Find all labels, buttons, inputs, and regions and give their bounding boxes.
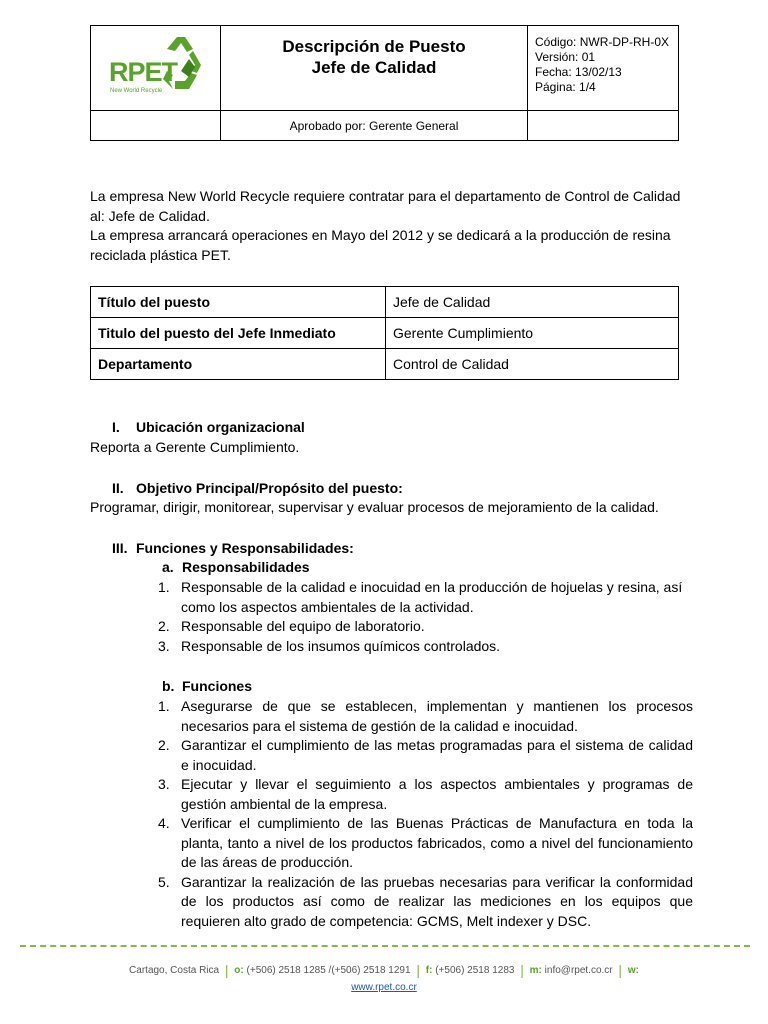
- logo-cell: [91, 26, 221, 110]
- list-item: [158, 697, 693, 736]
- aprobado-text: Aprobado por: Gerente General: [221, 111, 528, 141]
- website-link[interactable]: www.rpet.co.cr: [351, 982, 417, 993]
- list-text: Responsable de los insumos químicos controlados.: [181, 637, 501, 654]
- section-text-2: Programar, dirigir, monitorear, supervisar y evaluar procesos de mejoramiento de la calidad.: [90, 499, 659, 515]
- footer-separator: |: [520, 962, 524, 978]
- list-text: Responsable del equipo de laboratorio.: [181, 618, 425, 634]
- empty-cell-left: [91, 111, 221, 141]
- table-key: Titulo del puesto del Jefe Inmediato: [91, 318, 386, 349]
- logo-tagline: New World Recycle: [110, 88, 163, 94]
- job-info-table: [90, 286, 679, 380]
- footer-fax: (+506) 2518 1283: [435, 965, 515, 976]
- subsection-title: Responsabilidades: [182, 559, 310, 575]
- table-key: Departamento: [91, 349, 386, 380]
- header-row-bottom: [91, 111, 678, 141]
- section-heading-2: [112, 480, 403, 496]
- document-header-table: [90, 25, 679, 141]
- table-value: Gerente Cumplimiento: [386, 318, 679, 349]
- footer-fax-label: f:: [425, 965, 433, 976]
- subsection-number: a.: [162, 559, 174, 575]
- document-meta-cell: [528, 26, 679, 110]
- table-value: Jefe de Calidad: [386, 287, 679, 318]
- footer-email[interactable]: info@rpet.co.cr: [544, 965, 613, 976]
- table-row: [91, 287, 679, 318]
- footer-contact: [0, 962, 768, 978]
- list-text: Ejecutar y llevar el seguimiento a los aspectos ambientales y programas de gestión ambiental de la empresa.: [181, 776, 693, 812]
- list-text: Garantizar la realización de las pruebas necesarias para verificar la conformidad de los productos así como de realizar las mediciones en los equipos que requieren alto grado de competencia: GCMS, Melt indexer y DSC.: [181, 873, 693, 929]
- list-item: [158, 814, 693, 873]
- section-number: III.: [112, 540, 128, 556]
- list-number: 2.: [158, 618, 170, 634]
- footer-separator: |: [618, 962, 623, 978]
- list-text: Responsable de la calidad e inocuidad en la producción de hojuelas y resina, así como los aspectos ambientales de la actividad.: [181, 579, 683, 615]
- document-subtitle: Jefe de Calidad: [311, 58, 437, 77]
- list-number: 4.: [158, 815, 170, 831]
- footer-separator: |: [224, 962, 229, 978]
- funciones-list: [158, 697, 693, 931]
- footer-city: Cartago, Costa Rica: [129, 965, 220, 976]
- list-text: Asegurarse de que se establecen, implementan y mantienen los procesos necesarios para el sistema de gestión de la calidad e inocuidad.: [181, 698, 693, 734]
- list-text: Garantizar el cumplimiento de las metas programadas para el sistema de calidad e inocuidad.: [181, 737, 693, 773]
- responsabilidades-list: [158, 578, 693, 656]
- section-heading-1: [112, 419, 305, 435]
- rpet-logo: [109, 35, 209, 101]
- list-number: 3.: [158, 776, 170, 792]
- footer-phone-label: o:: [234, 965, 244, 976]
- section-title: Funciones y Responsabilidades:: [136, 540, 354, 556]
- version-text: Versión: 01: [535, 50, 596, 64]
- list-number: 1.: [158, 698, 170, 714]
- list-number: 5.: [158, 873, 170, 890]
- section-number: II.: [112, 480, 124, 496]
- list-number: 2.: [158, 737, 170, 753]
- list-item: [158, 578, 693, 617]
- intro-paragraph-1: La empresa New World Recycle requiere contratar para el departamento de Control de Calidad al: Jefe de Calidad.: [90, 188, 681, 224]
- section-heading-3: [112, 540, 354, 556]
- subsection-title: Funciones: [182, 678, 253, 694]
- footer-mail-label: m:: [529, 965, 542, 976]
- document-title: Descripción de Puesto: [282, 37, 466, 56]
- header-row-top: [91, 26, 678, 111]
- footer-phones: (+506) 2518 1285 /(+506) 2518 1291: [246, 965, 411, 976]
- intro-paragraphs: [90, 187, 690, 265]
- document-title-cell: [221, 26, 528, 110]
- section-title: Ubicación organizacional: [136, 419, 305, 435]
- subsection-number: b.: [162, 678, 175, 694]
- table-row: [91, 349, 679, 380]
- list-text: Verificar el cumplimiento de las Buenas Prácticas de Manufactura en toda la planta, tanto a nivel de los productos fabricados, como a nivel del funcionamiento de las áreas de producción.: [181, 815, 693, 870]
- list-number: 3.: [158, 637, 170, 654]
- list-item: [158, 873, 693, 932]
- codigo-text: Código: NWR-DP-RH-0X: [535, 35, 670, 49]
- list-item: [158, 775, 693, 814]
- footer-web: [0, 982, 768, 993]
- footer-divider: [20, 945, 750, 947]
- pagina-text: Página: 1/4: [535, 80, 596, 94]
- subsection-heading-b: [162, 678, 252, 694]
- table-value: Control de Calidad: [386, 349, 679, 380]
- list-number: 1.: [158, 579, 170, 595]
- fecha-text: Fecha: 13/02/13: [535, 65, 622, 79]
- list-item: [158, 617, 693, 637]
- footer-separator: |: [416, 962, 420, 978]
- table-key: Título del puesto: [91, 287, 386, 318]
- footer-web-label: w:: [627, 965, 639, 976]
- section-number: I.: [112, 419, 120, 435]
- logo-wordmark: RPET: [109, 57, 178, 87]
- section-text-1: Reporta a Gerente Cumplimiento.: [90, 439, 300, 455]
- list-item: [158, 637, 693, 657]
- table-row: [91, 318, 679, 349]
- section-title: Objetivo Principal/Propósito del puesto:: [136, 480, 403, 496]
- list-item: [158, 736, 693, 775]
- intro-paragraph-2: La empresa arrancará operaciones en Mayo del 2012 y se dedicará a la producción de resina reciclada plástica PET.: [90, 227, 671, 263]
- subsection-heading-a: [162, 559, 310, 575]
